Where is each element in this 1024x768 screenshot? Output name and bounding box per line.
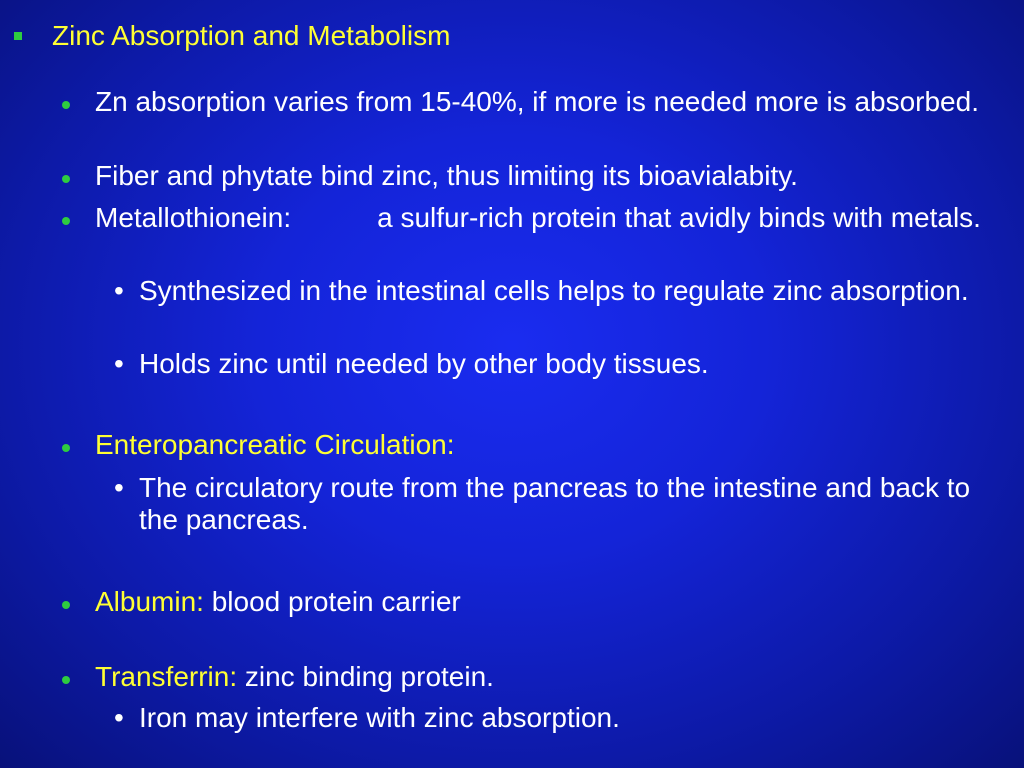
round-bullet-icon — [62, 444, 70, 452]
term-label: Albumin: — [95, 586, 204, 617]
sub-bullet-text: The circulatory route from the pancreas to the intestine and back to the pancreas. — [139, 472, 971, 535]
round-bullet-icon — [62, 101, 70, 109]
sub-bullet-icon: • — [114, 472, 124, 503]
bullet-item — [62, 429, 1015, 461]
bullet-item — [62, 586, 1015, 618]
slide-title-row — [10, 18, 450, 54]
bullet-text — [95, 661, 1015, 693]
round-bullet-icon — [62, 601, 70, 609]
term-label: Enteropancreatic Circulation: — [95, 429, 455, 460]
sub-bullet-text: Holds zinc until needed by other body tissues. — [139, 348, 709, 379]
sub-bullet-icon: • — [114, 275, 124, 306]
bullet-item — [62, 86, 1015, 118]
slide-title: Zinc Absorption and Metabolism — [52, 20, 451, 51]
bullet-item — [62, 160, 1015, 192]
round-bullet-icon — [62, 217, 70, 225]
term-label: Metallothionein: — [95, 202, 292, 233]
sub-bullet-icon: • — [114, 348, 124, 379]
bullet-text — [95, 202, 1015, 234]
term-label: Transferrin: — [95, 661, 238, 692]
sub-bullet-item — [114, 275, 979, 307]
bullet-text — [95, 586, 1015, 618]
square-bullet-icon — [14, 32, 22, 40]
sub-bullet-text: Iron may interfere with zinc absorption. — [139, 702, 620, 733]
bullet-text: Zn absorption varies from 15-40%, if more is needed more is absorbed. — [95, 86, 979, 117]
sub-bullet-icon: • — [114, 702, 124, 733]
bullet-item — [62, 661, 1015, 693]
term-definition: blood protein carrier — [211, 586, 461, 617]
sub-bullet-item — [114, 348, 979, 380]
sub-bullet-text: Synthesized in the intestinal cells helps to regulate zinc absorption. — [139, 275, 969, 306]
bullet-item — [62, 202, 1015, 234]
term-definition: zinc binding protein. — [244, 661, 494, 692]
sub-bullet-item — [114, 472, 979, 536]
sub-bullet-item — [114, 702, 979, 734]
round-bullet-icon — [62, 175, 70, 183]
term-definition: a sulfur-rich protein that avidly binds with metals. — [377, 202, 981, 233]
bullet-text: Fiber and phytate bind zinc, thus limiting its bioavialabity. — [95, 160, 798, 191]
round-bullet-icon — [62, 676, 70, 684]
